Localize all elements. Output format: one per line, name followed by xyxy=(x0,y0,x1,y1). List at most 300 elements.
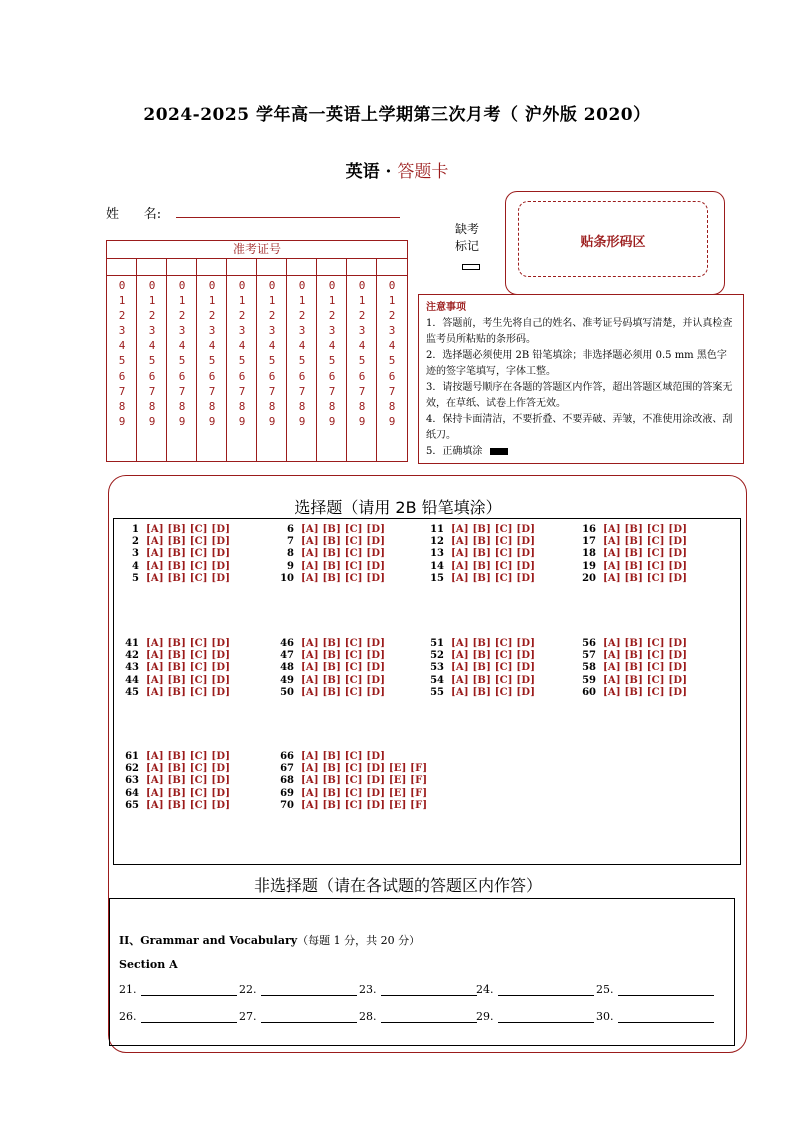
answer-options[interactable]: [A] [B] [C] [D] xyxy=(301,536,386,548)
digit-bubble[interactable]: 9 xyxy=(208,414,216,428)
digit-bubble[interactable]: 0 xyxy=(208,279,216,292)
answer-options[interactable]: [A] [B] [C] [D] xyxy=(603,560,688,572)
question-number: 42 xyxy=(125,650,139,662)
question-row xyxy=(268,788,427,800)
digit-bubble[interactable]: 7 xyxy=(208,384,216,398)
digit-bubble[interactable]: 7 xyxy=(268,384,276,398)
blank-answer-line[interactable] xyxy=(381,1011,477,1023)
admission-digit-bubbles xyxy=(197,278,227,429)
subtitle-answer-sheet: 答题卡 xyxy=(397,162,449,182)
question-number: 70 xyxy=(280,799,294,811)
admission-digit-bubbles xyxy=(167,278,197,429)
question-row xyxy=(268,650,385,662)
blank-answer-line[interactable] xyxy=(618,1011,714,1023)
answer-options[interactable]: [A] [B] [C] [D] xyxy=(301,638,386,649)
digit-bubble[interactable]: 9 xyxy=(388,414,396,428)
question-number: 50 xyxy=(280,686,294,698)
question-row xyxy=(268,687,385,699)
digit-bubble[interactable]: 7 xyxy=(178,384,186,398)
question-number: 61 xyxy=(125,751,139,762)
question-number: 16 xyxy=(582,524,596,535)
answer-options[interactable]: [A] [B] [C] [D] xyxy=(451,638,536,649)
question-number: 1 xyxy=(132,524,139,535)
instruction-item: 3．请按题号顺序在各题的答题区内作答，超出答题区域范围的答案无效，在草纸、试卷上作答无效。 xyxy=(426,382,733,409)
blank-number: 21. xyxy=(119,983,137,996)
digit-bubble[interactable]: 4 xyxy=(358,339,366,353)
digit-bubble[interactable]: 7 xyxy=(238,384,246,398)
digit-bubble[interactable]: 4 xyxy=(178,339,186,353)
digit-bubble[interactable]: 9 xyxy=(298,414,306,428)
question-block xyxy=(113,524,230,585)
answer-options[interactable]: [A] [B] [C] [D] xyxy=(301,674,386,686)
question-number: 47 xyxy=(280,650,294,662)
admission-digit-bubbles xyxy=(287,278,317,429)
question-number: 56 xyxy=(582,638,596,649)
absence-label-line2: 标记 xyxy=(455,239,480,253)
digit-bubble[interactable]: 7 xyxy=(298,384,306,398)
question-number: 7 xyxy=(287,536,294,548)
question-number: 58 xyxy=(582,662,596,674)
question-row xyxy=(113,650,230,662)
question-row xyxy=(268,800,427,812)
digit-bubble[interactable]: 5 xyxy=(148,354,156,368)
digit-bubble[interactable]: 8 xyxy=(388,399,396,413)
section-a-label: Section A xyxy=(119,958,178,971)
digit-bubble[interactable]: 5 xyxy=(268,354,276,368)
digit-bubble[interactable]: 9 xyxy=(178,414,186,428)
digit-bubble[interactable]: 9 xyxy=(118,414,126,428)
question-number: 48 xyxy=(280,662,294,674)
digit-bubble[interactable]: 3 xyxy=(238,324,246,338)
question-number: 19 xyxy=(582,560,596,572)
answer-options[interactable]: [A] [B] [C] [D] xyxy=(603,572,688,584)
question-row xyxy=(418,687,535,699)
answer-options[interactable]: [A] [B] [C] [D] [E] [F] xyxy=(301,775,428,787)
question-row xyxy=(418,561,535,573)
correct-fill-sample xyxy=(490,448,508,455)
digit-bubble[interactable]: 2 xyxy=(328,309,336,323)
digit-bubble[interactable]: 0 xyxy=(238,279,246,292)
question-row xyxy=(570,650,687,662)
question-block xyxy=(418,638,535,699)
question-number: 66 xyxy=(280,751,294,762)
instruction-item-fill-sample xyxy=(426,444,736,460)
question-number: 68 xyxy=(280,775,294,787)
digit-bubble[interactable]: 8 xyxy=(328,399,336,413)
digit-bubble[interactable]: 2 xyxy=(118,309,126,323)
digit-bubble[interactable]: 3 xyxy=(208,324,216,338)
question-block xyxy=(268,524,385,585)
question-row xyxy=(570,687,687,699)
question-number: 45 xyxy=(125,686,139,698)
question-row xyxy=(113,675,230,687)
answer-options[interactable]: [A] [B] [C] [D] xyxy=(451,536,536,548)
blank-answer-line[interactable] xyxy=(141,984,237,996)
digit-bubble[interactable]: 5 xyxy=(388,354,396,368)
digit-bubble[interactable]: 1 xyxy=(148,294,156,308)
answer-options[interactable]: [A] [B] [C] [D] xyxy=(301,751,386,762)
digit-bubble[interactable]: 9 xyxy=(358,414,366,428)
question-block xyxy=(113,751,230,812)
page-title: 2024-2025 学年高一英语上学期第三次月考（ 沪外版 2020） xyxy=(143,105,651,125)
question-row xyxy=(113,638,230,650)
digit-bubble[interactable]: 5 xyxy=(178,354,186,368)
digit-bubble[interactable]: 6 xyxy=(268,369,276,383)
digit-bubble[interactable]: 3 xyxy=(118,324,126,338)
digit-bubble[interactable]: 6 xyxy=(238,369,246,383)
digit-bubble[interactable]: 3 xyxy=(388,324,396,338)
answer-options[interactable]: [A] [B] [C] [D] xyxy=(301,686,386,698)
digit-bubble[interactable]: 2 xyxy=(298,309,306,323)
digit-bubble[interactable]: 7 xyxy=(118,384,126,398)
digit-bubble[interactable]: 2 xyxy=(208,309,216,323)
answer-options[interactable]: [A] [B] [C] [D] xyxy=(451,572,536,584)
question-number: 13 xyxy=(430,548,444,560)
digit-bubble[interactable]: 8 xyxy=(208,399,216,413)
question-row xyxy=(268,763,427,775)
digit-bubble[interactable]: 0 xyxy=(328,279,336,292)
question-number: 41 xyxy=(125,638,139,649)
digit-bubble[interactable]: 1 xyxy=(268,294,276,308)
blank-answer-line[interactable] xyxy=(498,984,594,996)
answer-options[interactable]: [A] [B] [C] [D] xyxy=(146,775,231,787)
answer-options[interactable]: [A] [B] [C] [D] xyxy=(301,572,386,584)
blank-item xyxy=(596,1010,714,1023)
question-number: 62 xyxy=(125,763,139,775)
question-block xyxy=(268,751,427,812)
digit-bubble[interactable]: 4 xyxy=(298,339,306,353)
question-number: 54 xyxy=(430,674,444,686)
answer-options[interactable]: [A] [B] [C] [D] xyxy=(146,536,231,548)
digit-bubble[interactable]: 8 xyxy=(238,399,246,413)
question-number: 46 xyxy=(280,638,294,649)
blank-number: 27. xyxy=(239,1010,257,1023)
answer-options[interactable]: [A] [B] [C] [D] [E] [F] xyxy=(301,763,428,775)
digit-bubble[interactable]: 5 xyxy=(118,354,126,368)
answer-options[interactable]: [A] [B] [C] [D] xyxy=(146,560,231,572)
question-number: 49 xyxy=(280,674,294,686)
question-number: 67 xyxy=(280,763,294,775)
digit-bubble[interactable]: 6 xyxy=(328,369,336,383)
digit-bubble[interactable]: 9 xyxy=(148,414,156,428)
digit-bubble[interactable]: 9 xyxy=(328,414,336,428)
admission-number-grid xyxy=(106,240,408,462)
digit-bubble[interactable]: 7 xyxy=(148,384,156,398)
question-row xyxy=(113,548,230,560)
question-number: 57 xyxy=(582,650,596,662)
answer-options[interactable]: [A] [B] [C] [D] xyxy=(603,662,688,674)
admission-digit-bubbles xyxy=(377,278,407,429)
answer-options[interactable]: [A] [B] [C] [D] xyxy=(301,650,386,662)
question-number: 14 xyxy=(430,560,444,572)
digit-bubble[interactable]: 2 xyxy=(388,309,396,323)
digit-bubble[interactable]: 6 xyxy=(148,369,156,383)
answer-options[interactable]: [A] [B] [C] [D] xyxy=(301,560,386,572)
question-row xyxy=(268,775,427,787)
digit-bubble[interactable]: 8 xyxy=(358,399,366,413)
blank-number: 26. xyxy=(119,1010,137,1023)
name-input-line[interactable] xyxy=(176,217,400,218)
question-row xyxy=(570,638,687,650)
digit-bubble[interactable]: 3 xyxy=(328,324,336,338)
blank-item xyxy=(596,983,714,996)
subtitle-subject: 英语 · xyxy=(345,162,398,182)
answer-options[interactable]: [A] [B] [C] [D] xyxy=(146,751,231,762)
answer-options[interactable]: [A] [B] [C] [D] xyxy=(603,536,688,548)
digit-bubble[interactable]: 8 xyxy=(268,399,276,413)
question-number: 17 xyxy=(582,536,596,548)
blank-answer-line[interactable] xyxy=(141,1011,237,1023)
question-number: 52 xyxy=(430,650,444,662)
answer-options[interactable]: [A] [B] [C] [D] xyxy=(146,638,231,649)
digit-bubble[interactable]: 5 xyxy=(298,354,306,368)
blank-item xyxy=(359,1010,477,1023)
blank-item xyxy=(239,1010,357,1023)
question-row xyxy=(268,561,385,573)
answer-options[interactable]: [A] [B] [C] [D] xyxy=(301,524,386,535)
absence-label-line1: 缺考 xyxy=(455,222,480,236)
blank-number: 23. xyxy=(359,983,377,996)
blank-number: 25. xyxy=(596,983,614,996)
digit-bubble[interactable]: 6 xyxy=(118,369,126,383)
blank-item xyxy=(476,1010,594,1023)
digit-bubble[interactable]: 4 xyxy=(118,339,126,353)
answer-options[interactable]: [A] [B] [C] [D] xyxy=(451,674,536,686)
instruction-item-text: 5．正确填涂 xyxy=(426,446,483,457)
blank-item xyxy=(476,983,594,996)
answer-options[interactable]: [A] [B] [C] [D] xyxy=(451,560,536,572)
question-row xyxy=(418,536,535,548)
answer-options[interactable]: [A] [B] [C] [D] xyxy=(451,548,536,560)
question-row xyxy=(113,775,230,787)
question-row xyxy=(570,548,687,560)
question-row xyxy=(418,638,535,650)
answer-options[interactable]: [A] [B] [C] [D] xyxy=(146,763,231,775)
answer-options[interactable]: [A] [B] [C] [D] [E] [F] xyxy=(301,799,428,811)
instruction-item: 1．答题前，考生先将自己的姓名、准考证号码填写清楚，并认真检查监考员所粘贴的条形码。 xyxy=(426,318,733,345)
answer-options[interactable]: [A] [B] [C] [D] xyxy=(146,572,231,584)
digit-bubble[interactable]: 1 xyxy=(178,294,186,308)
answer-options[interactable]: [A] [B] [C] [D] xyxy=(603,548,688,560)
digit-bubble[interactable]: 4 xyxy=(208,339,216,353)
question-row xyxy=(268,548,385,560)
digit-bubble[interactable]: 1 xyxy=(388,294,396,308)
answer-options[interactable]: [A] [B] [C] [D] xyxy=(301,662,386,674)
question-row xyxy=(113,751,230,763)
answer-options[interactable]: [A] [B] [C] [D] xyxy=(146,662,231,674)
digit-bubble[interactable]: 6 xyxy=(358,369,366,383)
blank-answer-line[interactable] xyxy=(618,984,714,996)
answer-options[interactable]: [A] [B] [C] [D] xyxy=(451,650,536,662)
blank-item xyxy=(119,983,237,996)
digit-bubble[interactable]: 7 xyxy=(328,384,336,398)
answer-options[interactable]: [A] [B] [C] [D] xyxy=(603,638,688,649)
digit-bubble[interactable]: 2 xyxy=(148,309,156,323)
digit-bubble[interactable]: 5 xyxy=(238,354,246,368)
question-number: 11 xyxy=(430,524,444,535)
question-number: 53 xyxy=(430,662,444,674)
digit-bubble[interactable]: 7 xyxy=(388,384,396,398)
admission-digit-bubbles xyxy=(107,278,137,429)
digit-bubble[interactable]: 3 xyxy=(268,324,276,338)
digit-bubble[interactable]: 0 xyxy=(178,279,186,292)
digit-bubble[interactable]: 2 xyxy=(178,309,186,323)
question-number: 18 xyxy=(582,548,596,560)
blank-number: 24. xyxy=(476,983,494,996)
instructions-title: 注意事项 xyxy=(426,302,466,313)
digit-bubble[interactable]: 3 xyxy=(148,324,156,338)
blank-answer-line[interactable] xyxy=(381,984,477,996)
digit-bubble[interactable]: 4 xyxy=(268,339,276,353)
question-row xyxy=(570,675,687,687)
name-label: 姓 名: xyxy=(106,207,162,222)
digit-bubble[interactable]: 0 xyxy=(298,279,306,292)
blank-item xyxy=(119,1010,237,1023)
digit-bubble[interactable]: 1 xyxy=(358,294,366,308)
answer-options[interactable]: [A] [B] [C] [D] xyxy=(451,662,536,674)
question-row xyxy=(418,650,535,662)
question-row xyxy=(113,763,230,775)
answer-options[interactable]: [A] [B] [C] [D] xyxy=(603,524,688,535)
card-subtitle xyxy=(0,157,794,182)
digit-bubble[interactable]: 1 xyxy=(208,294,216,308)
digit-bubble[interactable]: 3 xyxy=(178,324,186,338)
answer-options[interactable]: [A] [B] [C] [D] xyxy=(451,524,536,535)
blank-number: 28. xyxy=(359,1010,377,1023)
digit-bubble[interactable]: 0 xyxy=(268,279,276,292)
question-row xyxy=(113,788,230,800)
answer-options[interactable]: [A] [B] [C] [D] xyxy=(603,674,688,686)
blank-answer-line[interactable] xyxy=(261,984,357,996)
digit-bubble[interactable]: 3 xyxy=(298,324,306,338)
blank-answer-line[interactable] xyxy=(261,1011,357,1023)
question-block xyxy=(418,524,535,585)
blank-answer-line[interactable] xyxy=(498,1011,594,1023)
digit-bubble[interactable]: 0 xyxy=(388,279,396,292)
answer-options[interactable]: [A] [B] [C] [D] xyxy=(146,650,231,662)
digit-bubble[interactable]: 4 xyxy=(328,339,336,353)
answer-options[interactable]: [A] [B] [C] [D] xyxy=(301,548,386,560)
digit-bubble[interactable]: 2 xyxy=(268,309,276,323)
question-number: 5 xyxy=(132,572,139,584)
question-row xyxy=(268,751,427,763)
digit-bubble[interactable]: 6 xyxy=(388,369,396,383)
digit-bubble[interactable]: 6 xyxy=(208,369,216,383)
question-number: 10 xyxy=(280,572,294,584)
digit-bubble[interactable]: 4 xyxy=(238,339,246,353)
digit-bubble[interactable]: 1 xyxy=(298,294,306,308)
question-row xyxy=(113,800,230,812)
question-number: 44 xyxy=(125,674,139,686)
question-row xyxy=(418,548,535,560)
question-row xyxy=(113,524,230,536)
section-title: II、Grammar and Vocabulary xyxy=(119,934,298,947)
digit-bubble[interactable]: 9 xyxy=(268,414,276,428)
digit-bubble[interactable]: 4 xyxy=(148,339,156,353)
question-number: 12 xyxy=(430,536,444,548)
question-row xyxy=(268,675,385,687)
barcode-label: 贴条形码区 xyxy=(580,235,646,250)
digit-bubble[interactable]: 8 xyxy=(178,399,186,413)
answer-options[interactable]: [A] [B] [C] [D] [E] [F] xyxy=(301,787,428,799)
question-row xyxy=(268,662,385,674)
non-multiple-choice-heading: 非选择题（请在各试题的答题区内作答） xyxy=(253,876,542,895)
answer-options[interactable]: [A] [B] [C] [D] xyxy=(146,787,231,799)
admission-number-label: 准考证号 xyxy=(107,241,407,259)
question-row xyxy=(113,561,230,573)
digit-bubble[interactable]: 6 xyxy=(178,369,186,383)
answer-options[interactable]: [A] [B] [C] [D] xyxy=(603,686,688,698)
instructions-panel xyxy=(418,294,744,464)
answer-options[interactable]: [A] [B] [C] [D] xyxy=(146,548,231,560)
admission-digit-bubbles xyxy=(257,278,287,429)
blank-number: 22. xyxy=(239,983,257,996)
digit-bubble[interactable]: 0 xyxy=(358,279,366,292)
digit-bubble[interactable]: 5 xyxy=(208,354,216,368)
blank-item xyxy=(239,983,357,996)
section-score-note: （每题 1 分，共 20 分） xyxy=(297,934,421,947)
digit-bubble[interactable]: 8 xyxy=(118,399,126,413)
digit-bubble[interactable]: 2 xyxy=(358,309,366,323)
digit-bubble[interactable]: 0 xyxy=(148,279,156,292)
question-row xyxy=(113,687,230,699)
answer-options[interactable]: [A] [B] [C] [D] xyxy=(146,524,231,535)
question-number: 8 xyxy=(287,548,294,560)
grammar-vocabulary-title xyxy=(119,932,420,948)
question-row xyxy=(268,524,385,536)
answer-options[interactable]: [A] [B] [C] [D] xyxy=(603,650,688,662)
answer-options[interactable]: [A] [B] [C] [D] xyxy=(146,674,231,686)
blank-number: 30. xyxy=(596,1010,614,1023)
instruction-item: 2．选择题必须使用 2B 铅笔填涂；非选择题必须用 0.5 mm 黑色字迹的签字笔填写，字体工整。 xyxy=(426,350,727,377)
digit-bubble[interactable]: 1 xyxy=(328,294,336,308)
digit-bubble[interactable]: 7 xyxy=(358,384,366,398)
digit-bubble[interactable]: 1 xyxy=(238,294,246,308)
digit-bubble[interactable]: 8 xyxy=(148,399,156,413)
answer-options[interactable]: [A] [B] [C] [D] xyxy=(146,686,231,698)
question-row xyxy=(418,573,535,585)
digit-bubble[interactable]: 5 xyxy=(328,354,336,368)
question-row xyxy=(570,524,687,536)
digit-bubble[interactable]: 5 xyxy=(358,354,366,368)
question-number: 43 xyxy=(125,662,139,674)
answer-options[interactable]: [A] [B] [C] [D] xyxy=(451,686,536,698)
digit-bubble[interactable]: 2 xyxy=(238,309,246,323)
digit-bubble[interactable]: 9 xyxy=(238,414,246,428)
question-number: 4 xyxy=(132,560,139,572)
digit-bubble[interactable]: 6 xyxy=(298,369,306,383)
digit-bubble[interactable]: 8 xyxy=(298,399,306,413)
digit-bubble[interactable]: 3 xyxy=(358,324,366,338)
instruction-item: 4．保持卡面清洁，不要折叠、不要弄破、弄皱，不准使用涂改液、刮纸刀。 xyxy=(426,414,733,441)
multiple-choice-heading: 选择题（请用 2B 铅笔填涂） xyxy=(294,498,502,517)
question-number: 9 xyxy=(287,560,294,572)
answer-options[interactable]: [A] [B] [C] [D] xyxy=(146,799,231,811)
digit-bubble[interactable]: 4 xyxy=(388,339,396,353)
question-row xyxy=(570,573,687,585)
non-multiple-choice-box xyxy=(109,898,735,1046)
admission-digit-bubbles xyxy=(317,278,347,429)
question-row xyxy=(268,573,385,585)
question-row xyxy=(113,662,230,674)
digit-bubble[interactable]: 0 xyxy=(118,279,126,292)
blank-item xyxy=(359,983,477,996)
question-number: 6 xyxy=(287,524,294,535)
absence-mark-box[interactable] xyxy=(462,264,480,270)
question-number: 64 xyxy=(125,787,139,799)
digit-bubble[interactable]: 1 xyxy=(118,294,126,308)
question-block xyxy=(113,638,230,699)
